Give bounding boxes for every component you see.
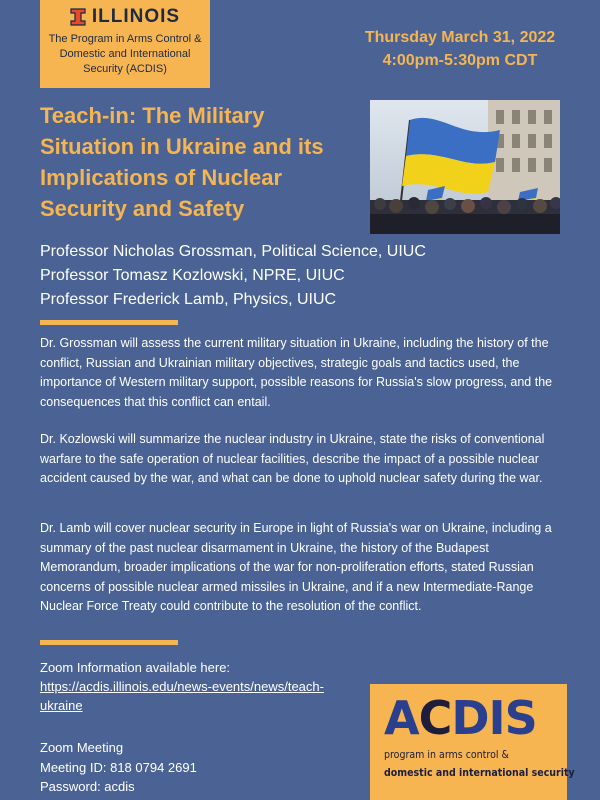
- divider-rule: [40, 640, 178, 645]
- zoom-info: [40, 658, 370, 715]
- speaker-item: Professor Nicholas Grossman, Political Science, UIUC: [40, 243, 426, 260]
- event-title: Teach-in: The Military Situation in Ukraine and its Implications of Nuclear Security and Safety: [40, 103, 324, 221]
- speaker-item: Professor Frederick Lamb, Physics, UIUC: [40, 291, 337, 308]
- acdis-tagline-2: domestic and international security: [384, 766, 575, 779]
- lamb-description: Dr. Lamb will cover nuclear security in Europe in light of Russia's war on Ukraine, including a summary of the past nuclear disarmament in Ukraine, the history of the Budapest Memorandum, broader implications of the war for non-proliferation efforts, stated Russian concerns of possible nuclear armed missiles in Ukraine, and if a new Intermediate-Range Nuclear Force Treaty could contribute to the resolution of the conflict.: [40, 521, 552, 613]
- acdis-tagline-1: program in arms control &: [384, 748, 509, 761]
- illinois-logo-row: [40, 6, 210, 28]
- block-i-icon: [70, 8, 86, 26]
- ukraine-protest-photo: [370, 100, 560, 234]
- event-time: 4:00pm-5:30pm CDT: [382, 52, 538, 69]
- photo-illustration: [370, 100, 560, 234]
- acdis-wordmark-part: A: [384, 691, 419, 745]
- grossman-description: Dr. Grossman will assess the current military situation in Ukraine, including the history of the conflict, Russian and Ukrainian military objectives, strategic goals and tactics used, the importance of Western military support, possible reasons for Russia's slow progress, and the consequences that this conflict can entail.: [40, 336, 553, 409]
- meeting-id: Meeting ID: 818 0794 2691: [40, 759, 197, 775]
- zoom-registration-link[interactable]: https://acdis.illinois.edu/news-events/news/teach-ukraine: [40, 679, 324, 713]
- zoom-info-label: Zoom Information available here:: [40, 660, 231, 675]
- acdis-wordmark: [384, 692, 557, 744]
- kozlowski-description: Dr. Kozlowski will summarize the nuclear industry in Ukraine, state the risks of conventional warfare to the safe operation of nuclear facilities, describe the impact of a possible nuclear accident caused by the war, and what can be done to uphold nuclear safety during the war.: [40, 432, 545, 485]
- program-name: The Program in Arms Control & Domestic and International Security (ACDIS): [48, 33, 202, 75]
- event-datetime: [330, 26, 590, 72]
- event-date: Thursday March 31, 2022: [364, 29, 556, 46]
- acdis-wordmark-part: C: [418, 691, 452, 745]
- acdis-wordmark-part: DIS: [451, 691, 537, 745]
- divider-rule: [40, 320, 178, 325]
- meeting-password: Password: acdis: [40, 779, 135, 794]
- illinois-header-box: [40, 0, 210, 88]
- university-name: ILLINOIS: [91, 6, 181, 27]
- zoom-meeting-details: [40, 738, 340, 797]
- speaker-list: [40, 240, 580, 312]
- acdis-logo: [370, 684, 575, 800]
- zoom-meeting-label: Zoom Meeting: [40, 740, 124, 755]
- speaker-item: Professor Tomasz Kozlowski, NPRE, UIUC: [40, 267, 345, 284]
